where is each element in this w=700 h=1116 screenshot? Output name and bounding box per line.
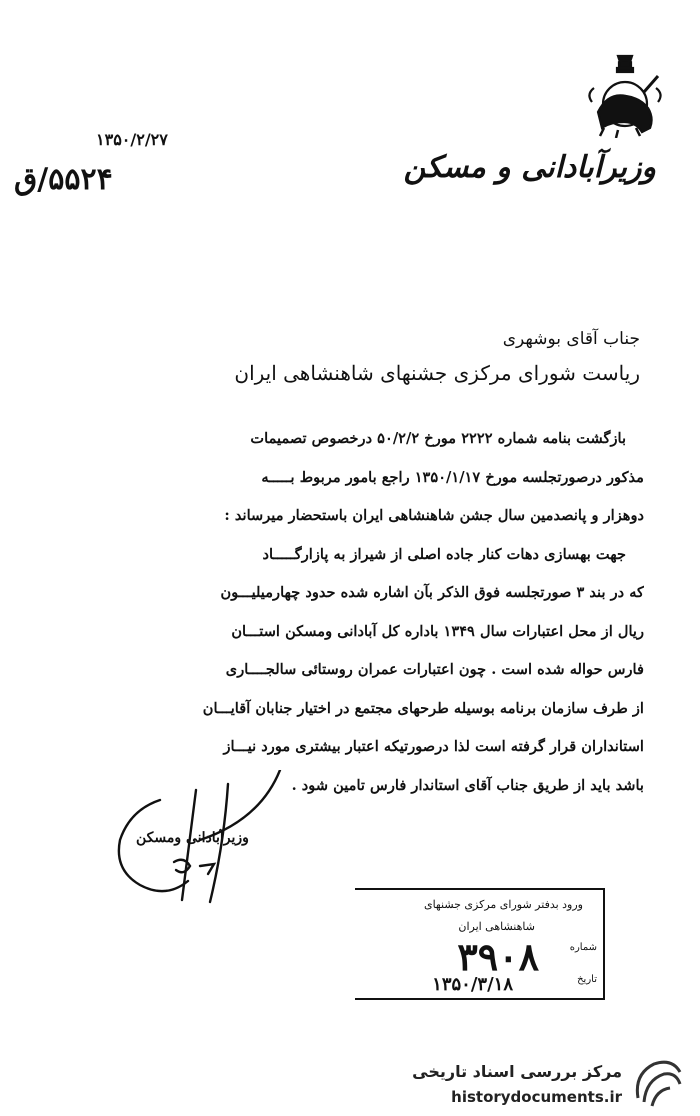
body-line: از طرف سازمان برنامه بوسیله طرحهای مجتمع در اختیار جنابان آقایـــان <box>202 699 644 717</box>
archive-logo-icon <box>630 1058 686 1110</box>
addressee-block <box>234 322 640 390</box>
lion-and-sun-emblem-icon <box>584 52 666 138</box>
body-line: مذکور درصورتجلسه مورخ ۱۳۵۰/۱/۱۷ راجع بامور مربوط بـــــه <box>261 468 644 486</box>
body-line: باشد باید از طریق جناب آقای استاندار فارس تامین شود . <box>291 776 644 794</box>
stamp-line2: شاهنشاهی ایران <box>458 920 535 933</box>
watermark-url: historydocuments.ir <box>451 1088 622 1106</box>
stamp-date-label: تاریخ <box>577 974 597 985</box>
stamp-number: ۳۹۰۸ <box>457 934 539 979</box>
stamp-date: ۱۳۵۰/۳/۱۸ <box>432 974 513 995</box>
reference-date: ۱۳۵۰/۲/۲۷ <box>96 130 168 149</box>
body-line: فارس حواله شده است . چون اعتبارات عمران روستائی سالجــــاری <box>225 661 644 678</box>
body-line: استانداران قرار گرفته است لذا درصورتیکه اعتبار بیشتری مورد نیـــاز <box>223 738 644 755</box>
body-line: دوهزار و پانصدمین سال جشن شاهنشاهی ایران باستحضار میرساند : <box>224 507 644 524</box>
signature-title: وزیرآبادانی ومسکن <box>136 830 249 846</box>
body-line: ریال از محل اعتبارات سال ۱۳۴۹ باداره کل آبادانی ومسکن استـــان <box>231 622 644 640</box>
body-line: که در بند ۳ صورتجلسه فوق الذکر بآن اشاره شده حدود چهارمیلیـــون <box>220 584 644 601</box>
body-line: بازگشت بنامه شماره ۲۲۲۲ مورخ ۵۰/۲/۲ درخصوص تصمیمات <box>250 430 626 447</box>
ministry-title: وزیرآبادانی و مسکن <box>403 150 656 185</box>
received-stamp <box>355 888 605 1000</box>
letter-body <box>12 420 644 805</box>
stamp-number-label: شماره <box>569 942 597 953</box>
body-line: جهت بهسازی دهات کنار جاده اصلی از شیراز به پازارگـــــاد <box>262 545 626 563</box>
watermark-text: مرکز بررسی اسناد تاریخی <box>412 1062 622 1081</box>
stamp-line1: ورود بدفتر شورای مرکزی جشنهای <box>423 898 583 911</box>
addressee-name: جناب آقای بوشهری <box>502 329 640 349</box>
reference-number: ۵۵۲۴/ق <box>14 162 113 197</box>
addressee-title: ریاست شورای مرکزی جشنهای شاهنشاهی ایران <box>234 361 640 385</box>
